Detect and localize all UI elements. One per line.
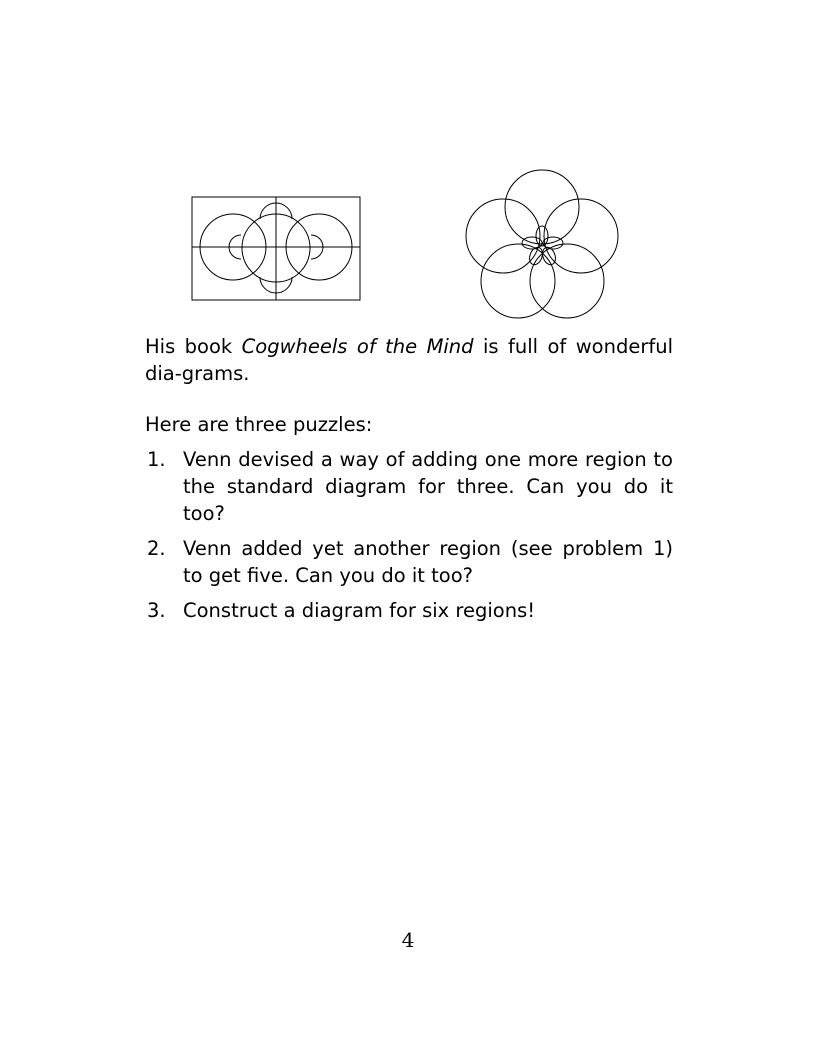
page-number: 4 bbox=[401, 928, 415, 952]
book-title: Cogwheels of the Mind bbox=[241, 335, 474, 358]
puzzle-text: Venn devised a way of adding one more region to the standard diagram for three. Can you do it too? bbox=[183, 448, 673, 525]
puzzle-number: 1. bbox=[147, 448, 166, 471]
venn-five-circle-flower-diagram bbox=[463, 168, 623, 324]
puzzle-text: Construct a diagram for six regions! bbox=[183, 599, 536, 622]
puzzle-item-2 bbox=[145, 535, 673, 589]
puzzle-number: 2. bbox=[147, 537, 166, 560]
puzzle-item-3 bbox=[145, 597, 673, 624]
intro-text-before: His book bbox=[145, 335, 242, 358]
venn-cogwheel-rect-diagram bbox=[190, 195, 362, 303]
puzzles-heading: Here are three puzzles: bbox=[145, 413, 373, 436]
intro-paragraph bbox=[145, 333, 673, 387]
puzzle-number: 3. bbox=[147, 599, 166, 622]
puzzle-list bbox=[145, 446, 673, 632]
puzzle-text: Venn added yet another region (see problem 1) to get five. Can you do it too? bbox=[183, 537, 673, 587]
puzzle-item-1 bbox=[145, 446, 673, 527]
intro-text-after: is full of wonderful dia-grams. bbox=[145, 335, 673, 385]
